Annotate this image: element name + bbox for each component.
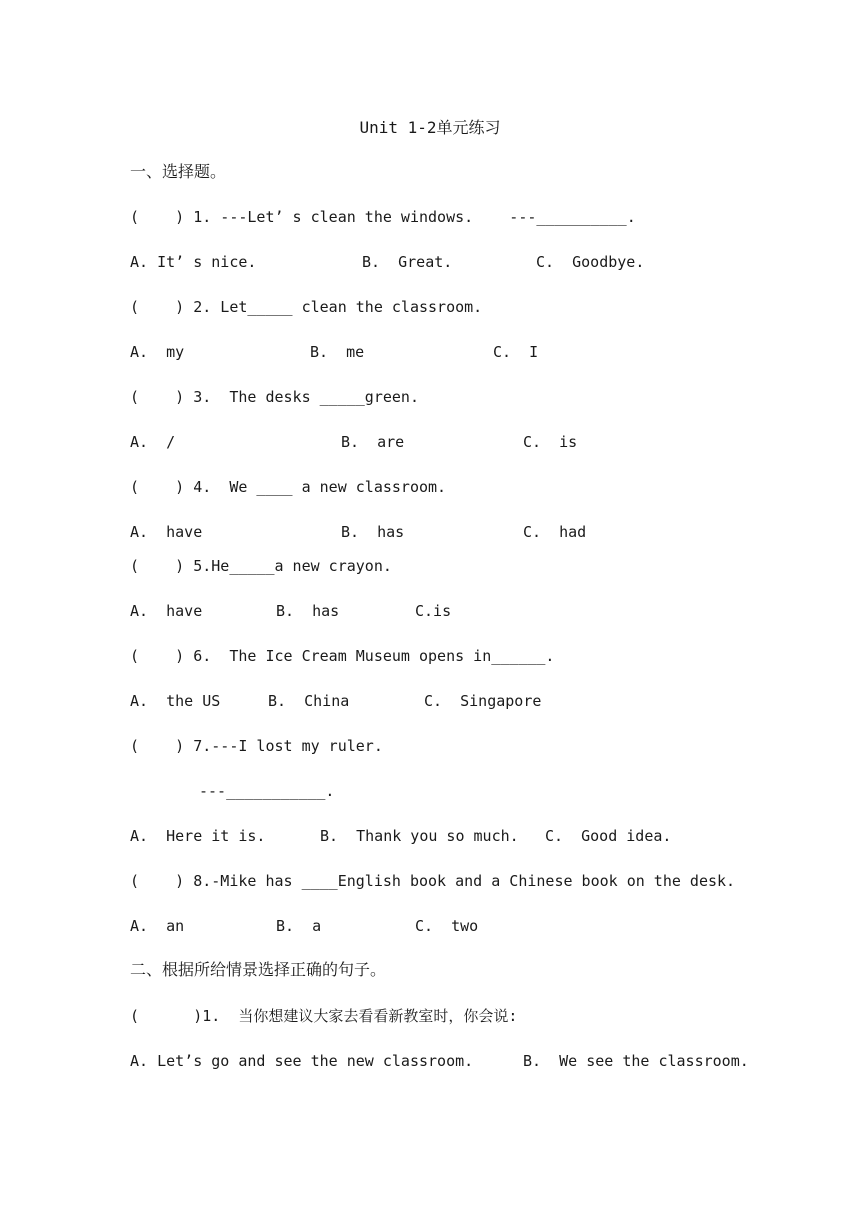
- question-1-option-c: C. Goodbye.: [536, 253, 645, 271]
- question-5-stem: ( ) 5.He_____a new crayon.: [130, 557, 392, 575]
- section2-question-1-option-b: B. We see the classroom.: [523, 1052, 749, 1070]
- question-4-stem: ( ) 4. We ____ a new classroom.: [130, 478, 447, 496]
- question-7-response-blank: ---___________.: [199, 782, 335, 800]
- question-1-stem: ( ) 1. ---Let’ s clean the windows. ---__________.: [130, 208, 636, 226]
- question-3-stem: ( ) 3. The desks _____green.: [130, 388, 419, 406]
- section2-question-1-option-a: A. Let’s go and see the new classroom.: [130, 1052, 474, 1070]
- question-8-option-c: C. two: [415, 917, 479, 935]
- question-6-option-b: B. China: [268, 692, 350, 710]
- question-2-option-b: B. me: [310, 343, 365, 361]
- question-8-stem: ( ) 8.-Mike has ____English book and a Chinese book on the desk.: [130, 872, 736, 890]
- section2-question-1-stem: ( )1. 当你想建议大家去看看新教室时，你会说:: [130, 1007, 518, 1025]
- question-8-option-b: B. a: [276, 917, 322, 935]
- worksheet-title: Unit 1-2单元练习: [359, 118, 501, 137]
- question-5-option-c: C.is: [415, 602, 452, 620]
- question-2-stem: ( ) 2. Let_____ clean the classroom.: [130, 298, 483, 316]
- question-1-option-a: A. It’ s nice.: [130, 253, 257, 271]
- question-8-option-a: A. an: [130, 917, 185, 935]
- section2-heading: 二、根据所给情景选择正确的句子。: [130, 960, 387, 979]
- question-5-option-b: B. has: [276, 602, 340, 620]
- question-1-option-b: B. Great.: [362, 253, 453, 271]
- section1-heading: 一、选择题。: [130, 162, 227, 181]
- question-7-option-b: B. Thank you so much.: [320, 827, 519, 845]
- question-3-option-c: C. is: [523, 433, 578, 451]
- question-6-option-c: C. Singapore: [424, 692, 542, 710]
- question-7-option-c: C. Good idea.: [545, 827, 672, 845]
- question-4-option-a: A. have: [130, 523, 203, 541]
- question-7-stem: ( ) 7.---I lost my ruler.: [130, 737, 383, 755]
- question-5-option-a: A. have: [130, 602, 203, 620]
- question-6-stem: ( ) 6. The Ice Cream Museum opens in______.: [130, 647, 555, 665]
- question-2-option-c: C. I: [493, 343, 539, 361]
- question-3-option-a: A. /: [130, 433, 176, 451]
- question-3-option-b: B. are: [341, 433, 405, 451]
- question-2-option-a: A. my: [130, 343, 185, 361]
- question-4-option-b: B. has: [341, 523, 405, 541]
- question-6-option-a: A. the US: [130, 692, 221, 710]
- question-4-option-c: C. had: [523, 523, 587, 541]
- question-7-option-a: A. Here it is.: [130, 827, 266, 845]
